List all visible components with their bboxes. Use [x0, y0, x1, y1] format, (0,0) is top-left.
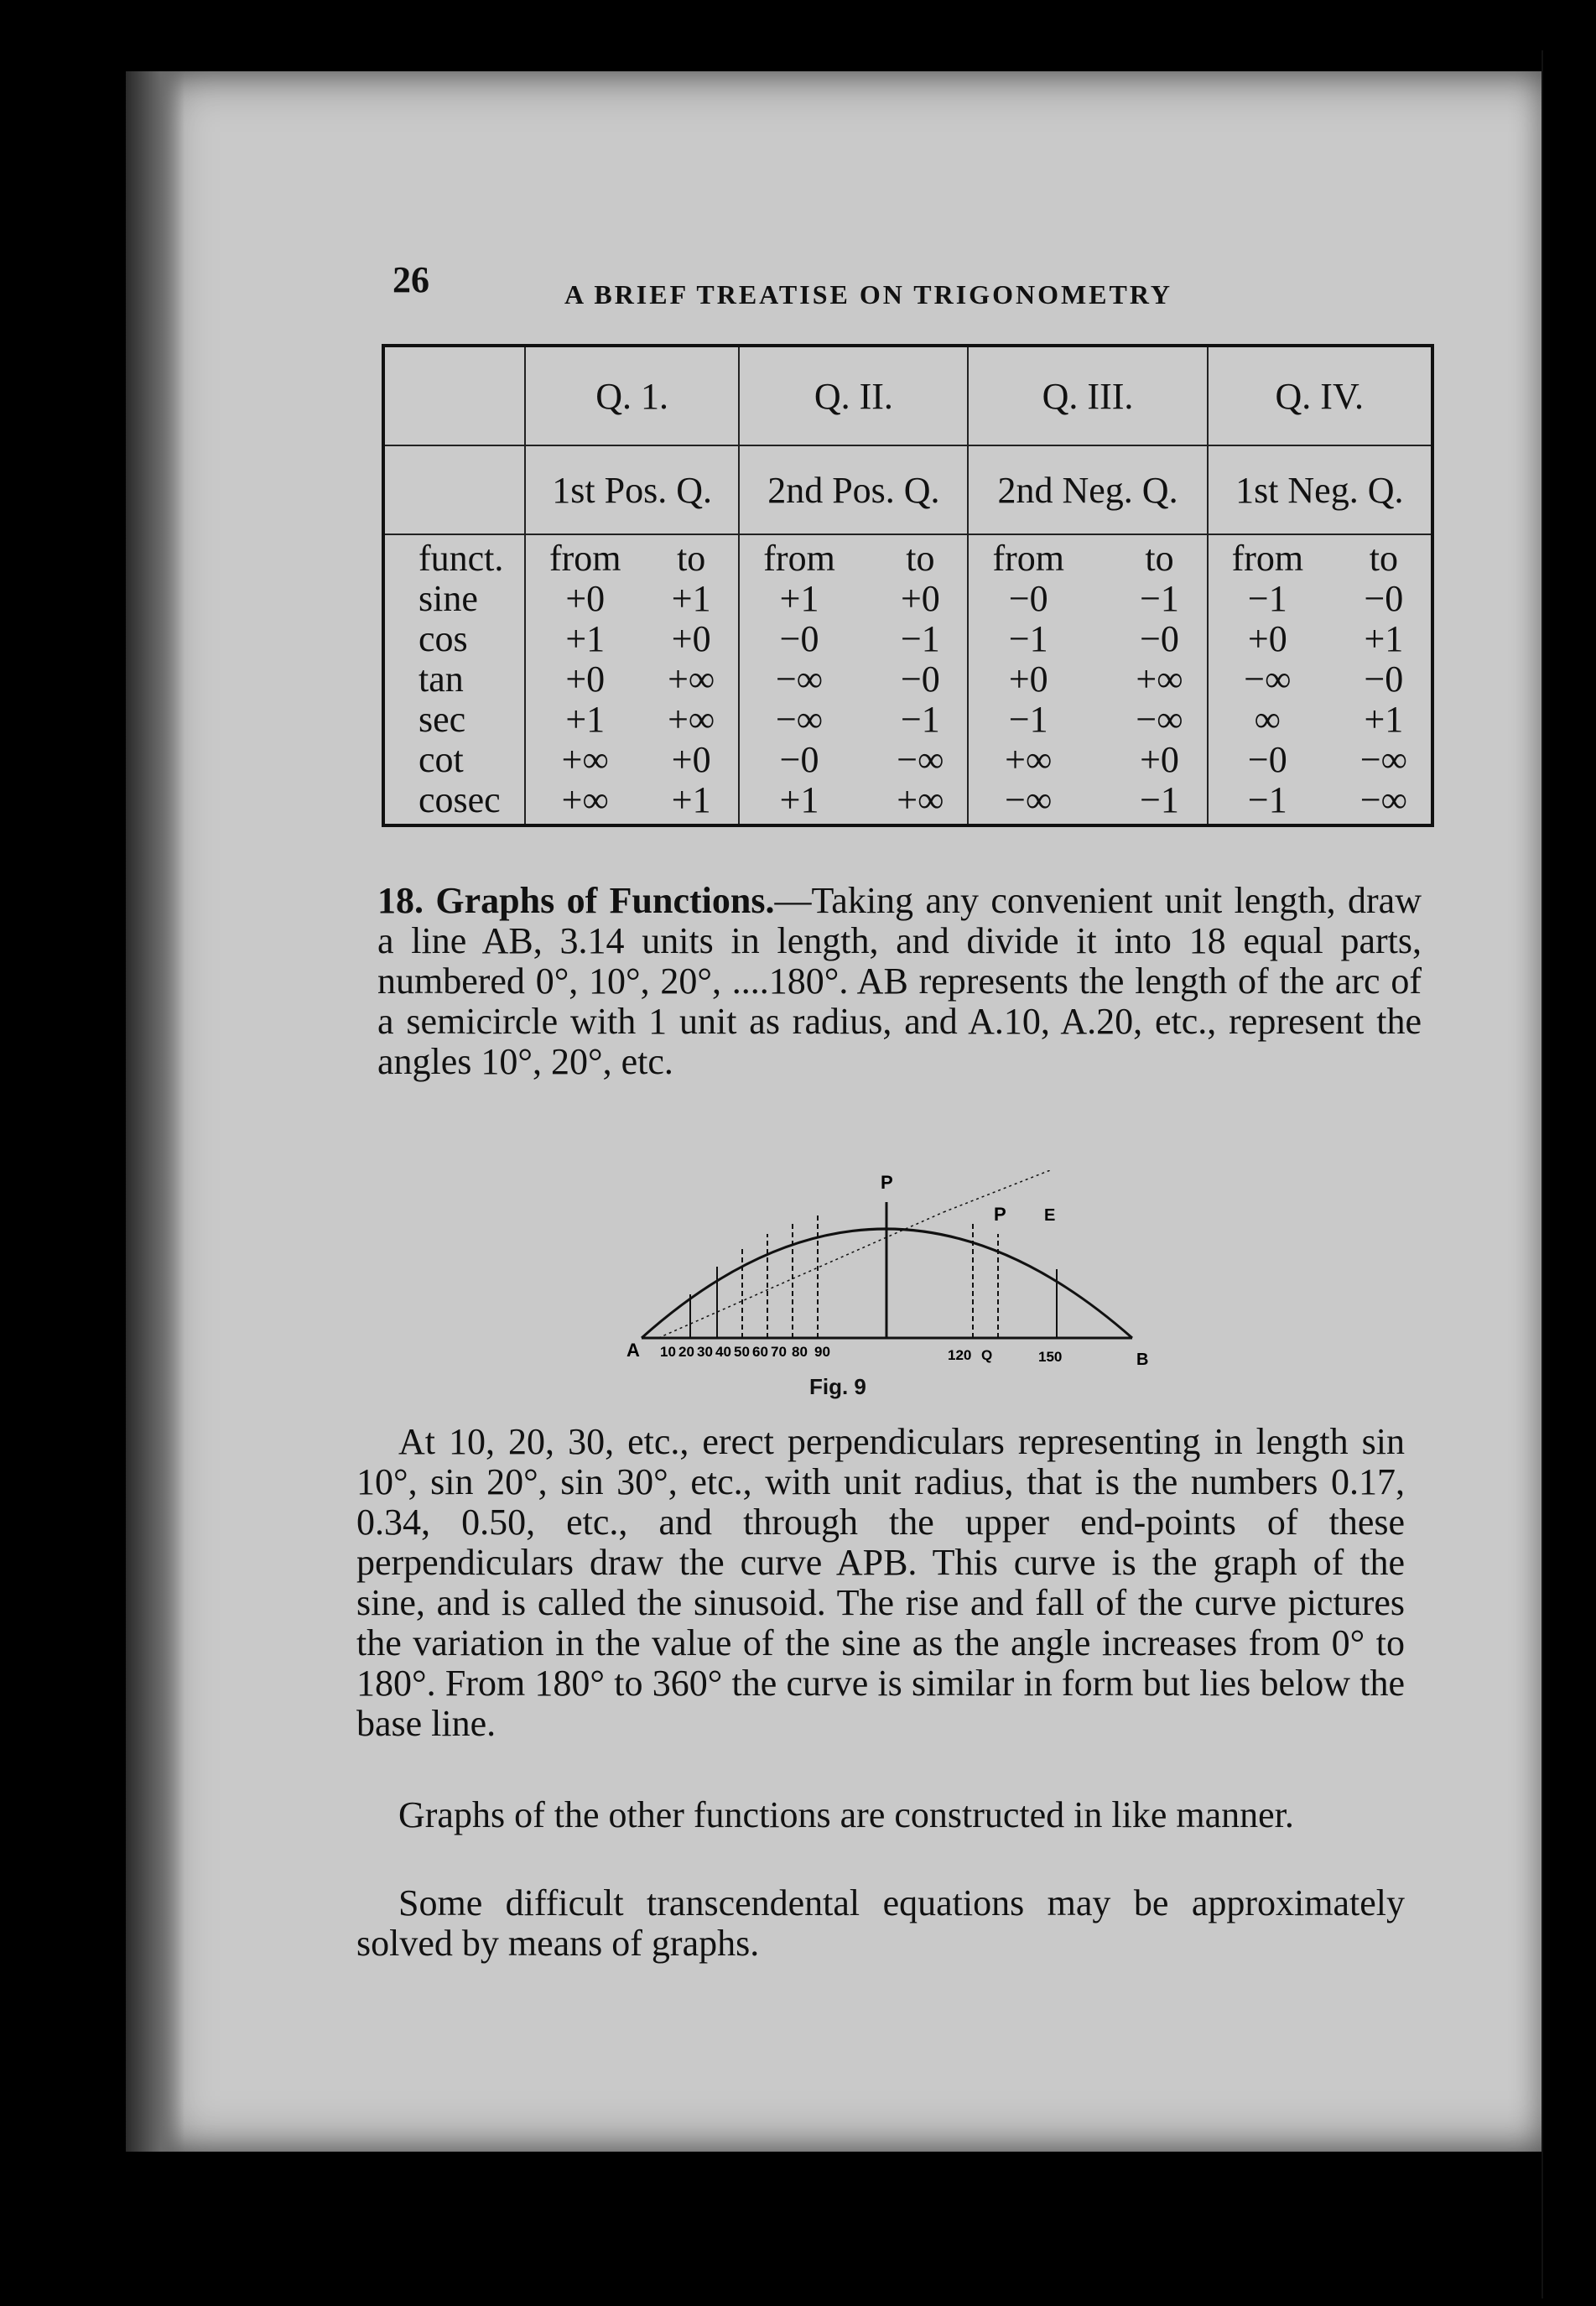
value-columns — [533, 539, 731, 820]
value-cell: −0 — [779, 618, 819, 659]
from-label: from — [1231, 538, 1304, 579]
tick-label: 120 — [948, 1347, 972, 1363]
section-heading: 18. Graphs of Functions. — [377, 880, 775, 921]
page-binding-shadow — [126, 71, 185, 2152]
value-cell: −∞ — [1359, 779, 1407, 820]
paragraph-transcendental: Some difficult transcendental equations may be approximately solved by means of graphs. — [356, 1882, 1405, 1964]
value-cell: −0 — [1364, 578, 1404, 619]
value-cell: −0 — [1364, 658, 1404, 700]
value-cell: −0 — [779, 739, 819, 780]
value-cell: +1 — [671, 578, 711, 619]
tangent-dotted-line — [658, 1212, 944, 1338]
value-cell: +0 — [565, 578, 606, 619]
function-name: cos — [418, 618, 468, 659]
to-label: to — [906, 538, 935, 579]
to-label: to — [1145, 538, 1174, 579]
position-3-header: 2nd Neg. Q. — [968, 445, 1207, 534]
value-cell: −1 — [900, 618, 940, 659]
quadrant-4-header: Q. IV. — [1208, 346, 1432, 445]
quadrant-2-values — [739, 534, 968, 825]
point-label-a: A — [626, 1340, 640, 1361]
value-cell: −1 — [1140, 779, 1179, 820]
page-header — [393, 258, 1365, 309]
value-columns — [1215, 539, 1424, 820]
point-label-p2: P — [994, 1204, 1006, 1225]
position-4-header: 1st Neg. Q. — [1208, 445, 1432, 534]
value-cell: +0 — [565, 658, 606, 700]
value-cell: −∞ — [1136, 699, 1183, 740]
to-column — [1360, 539, 1407, 820]
tick-label: 70 — [771, 1344, 787, 1360]
value-cell: +0 — [1247, 618, 1287, 659]
function-name: cosec — [418, 779, 501, 820]
from-column — [992, 539, 1064, 820]
value-cell: +∞ — [668, 658, 715, 700]
position-1-header: 1st Pos. Q. — [525, 445, 739, 534]
value-cell: +0 — [1140, 739, 1179, 780]
value-cell: +0 — [900, 578, 940, 619]
function-column — [383, 534, 525, 825]
value-cell: +1 — [1364, 618, 1404, 659]
tick-label: 40 — [715, 1344, 731, 1360]
quadrant-4-values — [1208, 534, 1432, 825]
point-label-q: Q — [981, 1347, 993, 1363]
value-cell: +1 — [779, 578, 819, 619]
from-label: from — [763, 538, 835, 579]
value-cell: −∞ — [897, 739, 944, 780]
tick-label: 80 — [792, 1344, 808, 1360]
position-2-header: 2nd Pos. Q. — [739, 445, 968, 534]
page-number: 26 — [393, 259, 429, 300]
value-cell: −∞ — [1005, 779, 1053, 820]
value-cell: −0 — [1140, 618, 1179, 659]
value-columns — [975, 539, 1199, 820]
value-cell: +0 — [1008, 658, 1048, 700]
value-cell: −1 — [1008, 699, 1048, 740]
value-cell: −∞ — [1244, 658, 1292, 700]
to-label: to — [1369, 538, 1399, 579]
from-label: from — [992, 538, 1065, 579]
tick-label: 50 — [734, 1344, 750, 1360]
point-label-b: B — [1136, 1351, 1149, 1369]
value-cell: −∞ — [775, 658, 824, 700]
tick-label: 30 — [697, 1344, 713, 1360]
value-columns — [746, 539, 960, 820]
value-cell: −1 — [1140, 578, 1179, 619]
from-column — [549, 539, 621, 820]
quadrant-3-values — [968, 534, 1207, 825]
empty-position-cell — [383, 445, 525, 534]
function-name: sec — [418, 699, 466, 740]
to-column — [897, 539, 944, 820]
from-label: from — [549, 538, 621, 579]
quadrant-header-row — [383, 346, 1432, 445]
paragraph-perpendiculars: At 10, 20, 30, etc., erect perpendiculars representing in length sin 10°, sin 20°, sin 30°, etc., with unit radius, that is the numbers 0.17, 0.34, 0.50, etc., and through the upper end-points of these perpendiculars draw the curve APB. This curve is the graph of the sine, and is called the sinusoid. The rise and fall of the curve pictures the variation in the value of the sine as the angle increases from 0° to 180°. From 180° to 360° the curve is similar in form but lies below the base line. — [356, 1421, 1405, 1744]
value-cell: −1 — [900, 699, 940, 740]
value-cell: +∞ — [561, 779, 609, 820]
figure-caption: Fig. 9 — [809, 1374, 866, 1399]
function-name: sine — [418, 578, 478, 619]
quadrant-sign-table — [382, 344, 1434, 827]
value-cell: −0 — [900, 658, 940, 700]
to-column — [668, 539, 715, 820]
value-cell: +1 — [565, 618, 606, 659]
quadrant-2-header: Q. II. — [739, 346, 968, 445]
scan-border — [1543, 0, 1596, 2306]
position-header-row — [383, 445, 1432, 534]
from-column — [1232, 539, 1304, 820]
from-column — [763, 539, 835, 820]
value-cell: +1 — [779, 779, 819, 820]
value-cell: +∞ — [1136, 658, 1183, 700]
tick-label: 60 — [752, 1344, 768, 1360]
section-text: —Taking any convenient unit length, draw a line AB, 3.14 units in length, and divide it into 18 equal parts, numbered 0°, 10°, 20°, ....180°. AB represents the length of the arc of a semicircle with 1 unit as radius, and A.10, A.20, etc., represent the angles 10°, 20°, etc. — [377, 880, 1422, 1082]
value-cell: +∞ — [668, 699, 715, 740]
value-cell: +∞ — [1005, 739, 1053, 780]
point-label-e: E — [1044, 1206, 1056, 1225]
empty-header-cell — [383, 346, 525, 445]
value-cell: −1 — [1247, 779, 1287, 820]
function-name: cot — [418, 739, 464, 780]
point-label-p: P — [881, 1172, 893, 1193]
tick-label: 20 — [678, 1344, 694, 1360]
value-cell: +0 — [671, 739, 711, 780]
to-label: to — [677, 538, 706, 579]
paragraph-other-functions: Graphs of the other functions are constructed in like manner. — [398, 1794, 1294, 1835]
value-cell: +1 — [565, 699, 606, 740]
value-cell: −1 — [1247, 578, 1287, 619]
quadrant-1-header: Q. 1. — [525, 346, 739, 445]
table-body-row — [383, 534, 1432, 825]
value-cell: +1 — [671, 779, 711, 820]
function-column-header: funct. — [418, 538, 504, 579]
value-cell: +∞ — [897, 779, 944, 820]
value-cell: +1 — [1364, 699, 1404, 740]
tick-label: 10 — [660, 1344, 676, 1360]
tick-label: 150 — [1038, 1349, 1063, 1365]
value-cell: −∞ — [1359, 739, 1407, 780]
value-cell: −0 — [1247, 739, 1287, 780]
tick-label: 90 — [814, 1344, 830, 1360]
value-cell: +0 — [671, 618, 711, 659]
value-cell: +∞ — [561, 739, 609, 780]
quadrant-1-values — [525, 534, 739, 825]
to-column — [1136, 539, 1183, 820]
value-cell: −1 — [1008, 618, 1048, 659]
value-cell: −∞ — [775, 699, 824, 740]
value-cell: −0 — [1008, 578, 1048, 619]
running-head: A BRIEF TREATISE ON TRIGONOMETRY — [564, 279, 1172, 310]
function-name: tan — [418, 658, 464, 700]
value-cell: ∞ — [1254, 699, 1281, 740]
section-18 — [377, 881, 1422, 1082]
quadrant-3-header: Q. III. — [968, 346, 1207, 445]
sinusoid-figure — [625, 1170, 1170, 1388]
